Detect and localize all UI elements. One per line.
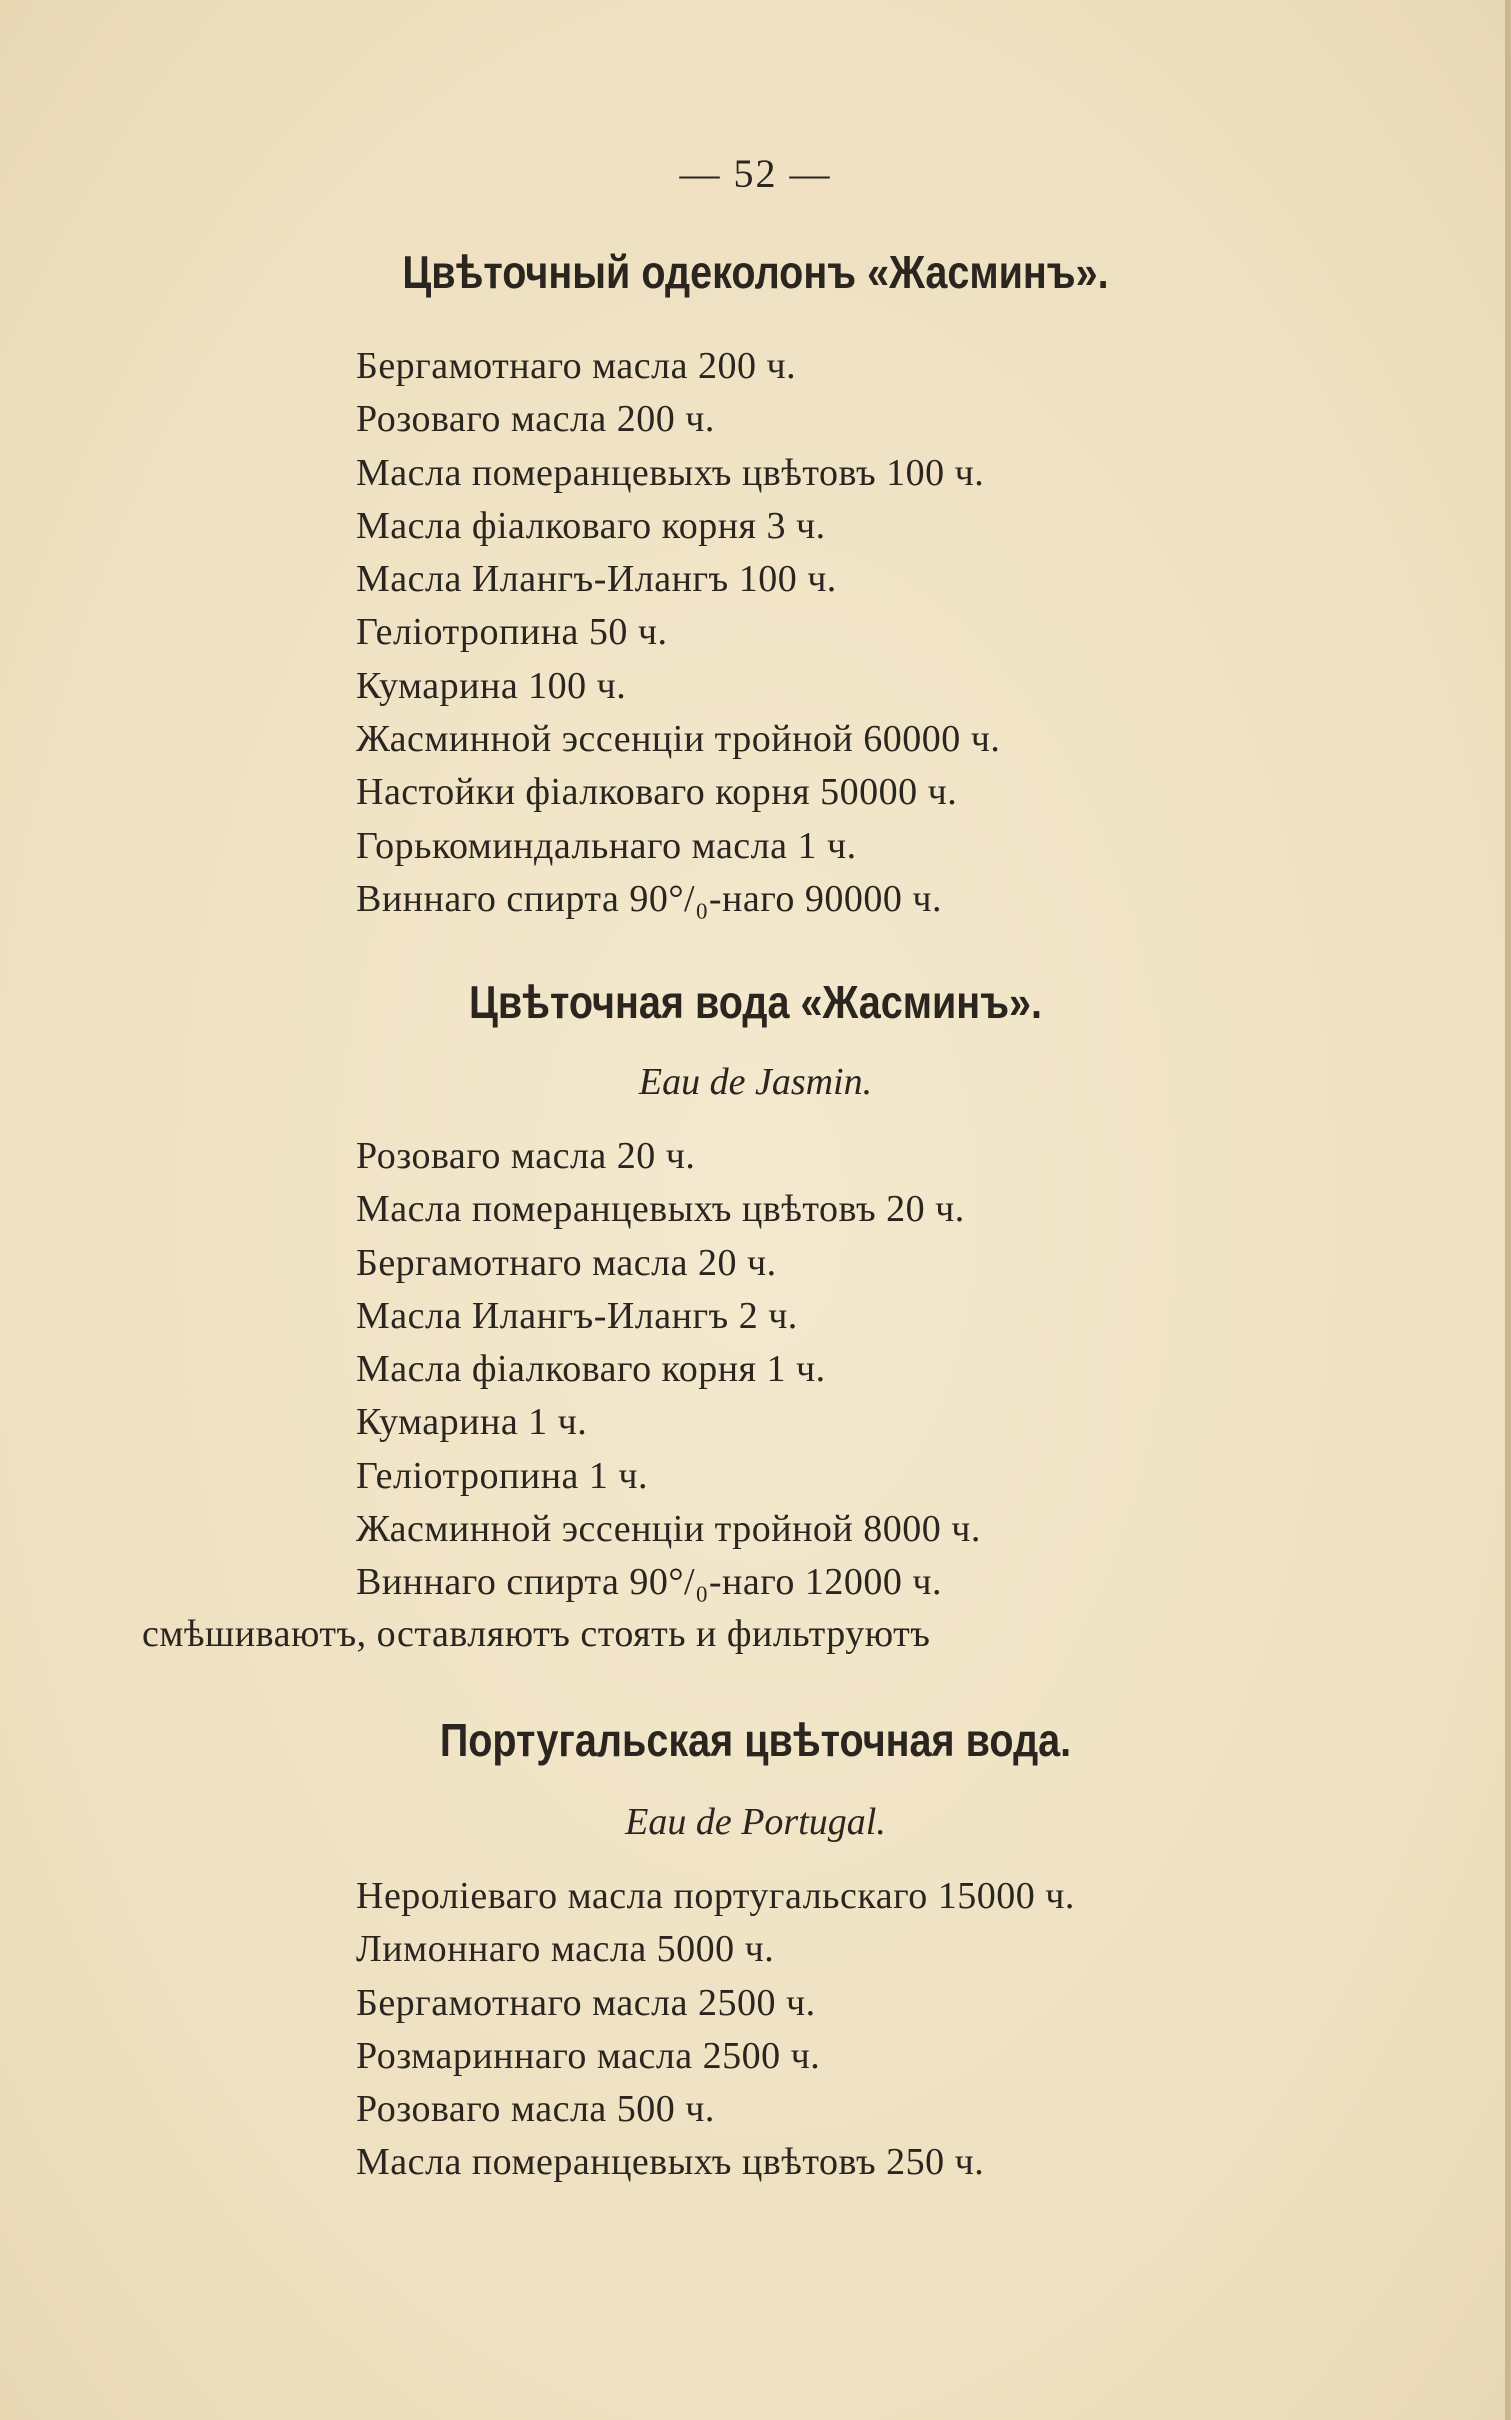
list-item: Розоваго масла 500 ч. — [356, 2088, 715, 2131]
section-title-jasmine-cologne: Цвѣточный одеколонъ «Жасминъ». — [402, 246, 1109, 298]
list-item: Виннаго спирта 90°/₀-наго 12000 ч. — [356, 1561, 942, 1604]
list-item: Виннаго спирта 90°/₀-наго 90000 ч. — [356, 877, 942, 920]
section-subtitle-portugal-water: Eau de Portugal. — [625, 1801, 886, 1843]
list-item: Жасминной эссенціи тройной 8000 ч. — [356, 1508, 981, 1551]
page-edge — [1505, 0, 1511, 2420]
list-item: Масла померанцевыхъ цвѣтовъ 250 ч. — [356, 2141, 985, 2184]
list-item: Геліотропина 1 ч. — [356, 1454, 649, 1497]
list-item: Масла померанцевыхъ цвѣтовъ 20 ч. — [356, 1188, 965, 1231]
list-item: Розоваго масла 20 ч. — [356, 1135, 696, 1177]
list-item: Геліотропина 50 ч. — [356, 611, 668, 654]
list-item: Жасминной эссенціи тройной 60000 ч. — [356, 718, 1001, 761]
list-item: Нероліеваго масла португальскаго 15000 ч. — [356, 1875, 1075, 1917]
list-item: Масла померанцевыхъ цвѣтовъ 100 ч. — [356, 451, 985, 494]
page-number: — 52 — — [679, 151, 832, 196]
list-item: Настойки фіалковаго корня 50000 ч. — [356, 771, 958, 814]
section-subtitle-jasmine-water: Eau de Jasmin. — [638, 1061, 873, 1103]
list-item: Горькоминдальнаго масла 1 ч. — [356, 824, 857, 867]
list-item: Розоваго масла 200 ч. — [356, 398, 715, 441]
list-item: Бергамотнаго масла 20 ч. — [356, 1241, 777, 1284]
list-item: Масла фіалковаго корня 3 ч. — [356, 504, 826, 547]
ingredient-list-jasmine-cologne — [356, 340, 1000, 926]
list-item: Кумарина 1 ч. — [356, 1401, 588, 1444]
ingredient-list-jasmine-water — [356, 1130, 981, 1610]
section-title-portugal-water: Португальская цвѣточная вода. — [439, 1714, 1072, 1766]
preparation-note: смѣшиваютъ, оставляютъ стоять и фильтруютъ — [142, 1613, 931, 1655]
list-item: Масла Илангъ-Илангъ 2 ч. — [356, 1294, 798, 1337]
list-item: Лимоннаго масла 5000 ч. — [356, 1928, 775, 1971]
list-item: Бергамотнаго масла 200 ч. — [356, 345, 797, 387]
list-item: Масла фіалковаго корня 1 ч. — [356, 1348, 826, 1391]
list-item: Бергамотнаго масла 2500 ч. — [356, 1981, 816, 2024]
section-title-jasmine-water: Цвѣточная вода «Жасминъ». — [468, 976, 1043, 1028]
ingredient-list-portugal-water — [356, 1870, 1075, 2190]
list-item: Розмариннаго масла 2500 ч. — [356, 2034, 821, 2077]
list-item: Кумарина 100 ч. — [356, 664, 627, 707]
list-item: Масла Илангъ-Илангъ 100 ч. — [356, 558, 837, 601]
